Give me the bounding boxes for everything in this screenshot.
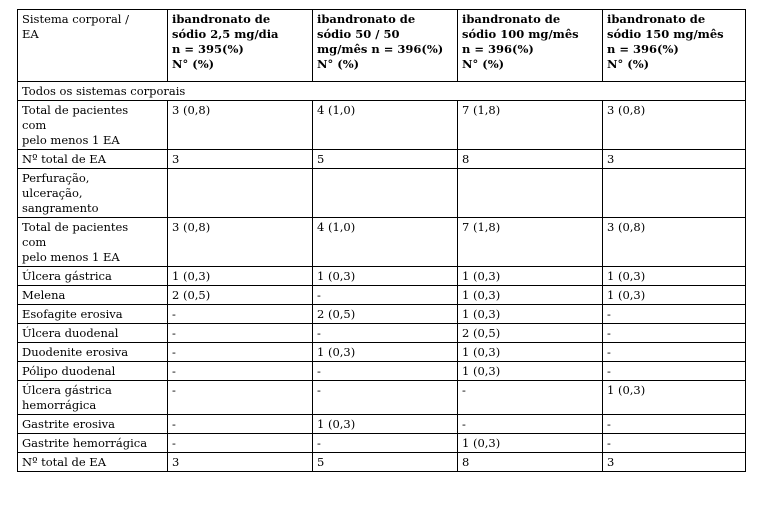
table-cell: 1 (0,3) — [458, 286, 603, 305]
table-cell: - — [603, 343, 746, 362]
table-cell: 1 (0,3) — [458, 362, 603, 381]
row-label: Gastrite hemorrágica — [18, 434, 168, 453]
table-row — [18, 324, 746, 343]
table-cell: 3 — [603, 453, 746, 472]
table-cell: 1 (0,3) — [168, 267, 313, 286]
table-row — [18, 381, 746, 415]
table-cell: 1 (0,3) — [603, 381, 746, 415]
table-cell: - — [168, 381, 313, 415]
table-row — [18, 415, 746, 434]
table-cell — [603, 169, 746, 218]
table-cell: 4 (1,0) — [313, 101, 458, 150]
table-cell: - — [168, 362, 313, 381]
table-cell: - — [313, 324, 458, 343]
table-cell: - — [603, 305, 746, 324]
table-cell: 3 (0,8) — [168, 218, 313, 267]
row-label: Total de pacientes com pelo menos 1 EA — [18, 101, 168, 150]
table-cell: 2 (0,5) — [168, 286, 313, 305]
header-cell: ibandronato de sódio 50 / 50 mg/mês n = 396(%) N° (%) — [313, 10, 458, 82]
section-label: Todos os sistemas corporais — [18, 82, 746, 101]
table-cell: 1 (0,3) — [313, 415, 458, 434]
table-cell: - — [313, 381, 458, 415]
header-row — [18, 10, 746, 82]
table-cell: 8 — [458, 453, 603, 472]
row-label: Total de pacientes com pelo menos 1 EA — [18, 218, 168, 267]
table-cell: 8 — [458, 150, 603, 169]
table-cell: 1 (0,3) — [458, 305, 603, 324]
table-cell: - — [168, 343, 313, 362]
table-cell: 1 (0,3) — [603, 286, 746, 305]
table-row — [18, 305, 746, 324]
table-cell: - — [313, 286, 458, 305]
table-cell: - — [603, 362, 746, 381]
table-row — [18, 286, 746, 305]
table-cell: - — [458, 415, 603, 434]
row-label: Nº total de EA — [18, 453, 168, 472]
row-label: Perfuração, ulceração, sangramento — [18, 169, 168, 218]
row-label: Úlcera duodenal — [18, 324, 168, 343]
table-cell: - — [313, 434, 458, 453]
table-cell: 7 (1,8) — [458, 218, 603, 267]
row-label: Úlcera gástrica — [18, 267, 168, 286]
table-cell: - — [603, 434, 746, 453]
table-cell: - — [313, 362, 458, 381]
table-cell: 2 (0,5) — [458, 324, 603, 343]
table-cell: - — [168, 434, 313, 453]
table-cell — [458, 169, 603, 218]
table-cell: 4 (1,0) — [313, 218, 458, 267]
table-cell: 3 (0,8) — [603, 218, 746, 267]
table-cell: 1 (0,3) — [458, 434, 603, 453]
table-cell: 5 — [313, 453, 458, 472]
row-label: Duodenite erosiva — [18, 343, 168, 362]
table-row — [18, 150, 746, 169]
table-cell: 1 (0,3) — [458, 343, 603, 362]
header-cell: ibandronato de sódio 150 mg/mês n = 396(%) N° (%) — [603, 10, 746, 82]
table-row — [18, 434, 746, 453]
table-cell — [168, 169, 313, 218]
table-cell: - — [168, 324, 313, 343]
table-cell: 3 — [168, 150, 313, 169]
table-cell: 2 (0,5) — [313, 305, 458, 324]
header-cell: Sistema corporal / EA — [18, 10, 168, 82]
table-cell: 3 (0,8) — [603, 101, 746, 150]
table-cell — [313, 169, 458, 218]
table-cell: - — [603, 415, 746, 434]
section-row — [18, 82, 746, 101]
table-cell: 3 (0,8) — [168, 101, 313, 150]
row-label: Melena — [18, 286, 168, 305]
header-cell: ibandronato de sódio 100 mg/mês n = 396(%) N° (%) — [458, 10, 603, 82]
row-label: Esofagite erosiva — [18, 305, 168, 324]
table-cell: 7 (1,8) — [458, 101, 603, 150]
table-row — [18, 101, 746, 150]
table-row — [18, 453, 746, 472]
row-label: Nº total de EA — [18, 150, 168, 169]
table-row — [18, 169, 746, 218]
table-row — [18, 362, 746, 381]
table-cell: 5 — [313, 150, 458, 169]
table-cell: - — [168, 415, 313, 434]
table-cell: 3 — [168, 453, 313, 472]
row-label: Gastrite erosiva — [18, 415, 168, 434]
table-cell: 1 (0,3) — [313, 343, 458, 362]
table-row — [18, 343, 746, 362]
adverse-events-table — [17, 9, 746, 472]
row-label: Pólipo duodenal — [18, 362, 168, 381]
table-row — [18, 218, 746, 267]
table-cell: 1 (0,3) — [313, 267, 458, 286]
row-label: Úlcera gástrica hemorrágica — [18, 381, 168, 415]
table-cell: 1 (0,3) — [458, 267, 603, 286]
table-row — [18, 267, 746, 286]
table-cell: 3 — [603, 150, 746, 169]
table-cell: - — [458, 381, 603, 415]
header-cell: ibandronato de sódio 2,5 mg/dia n = 395(%) N° (%) — [168, 10, 313, 82]
table-cell: - — [603, 324, 746, 343]
table-cell: 1 (0,3) — [603, 267, 746, 286]
table-cell: - — [168, 305, 313, 324]
